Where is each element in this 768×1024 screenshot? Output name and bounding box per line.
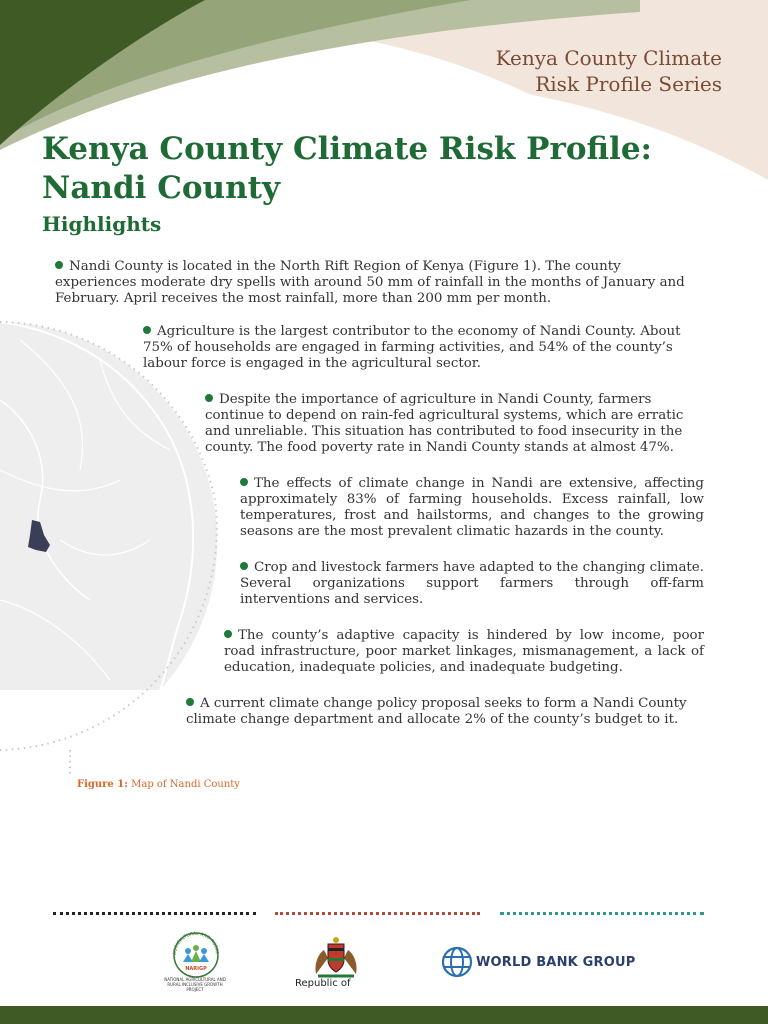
bullet-text: The county’s adaptive capacity is hindered by low income, poor road infrastructure, poor market linkages, mismanagement, a lack of education, inadequate policies, and inadequate budgeting. (224, 628, 704, 675)
title-line-2: Nandi County (42, 170, 280, 206)
figure-caption-text: Map of Nandi County (127, 779, 240, 790)
bullet-text: Nandi County is located in the North Rift Region of Kenya (Figure 1). The county experiences moderate dry spells with around 50 mm of rainfall in the months of January and February. April receives the most rainfall, more than 200 mm per month. (55, 259, 685, 306)
series-line-2: Risk Profile Series (535, 72, 722, 96)
highlight-bullet-7 (186, 696, 706, 728)
title-line-1: Kenya County Climate Risk Profile: (42, 131, 652, 167)
bullet-dot-icon (205, 394, 213, 402)
bullet-text: The effects of climate change in Nandi are extensive, affecting approximately 83% of farming households. Excess rainfall, low temperatures, frost and hailstorms, and changes to the growing seasons are the most prevalent climatic hazards in the county. (240, 476, 704, 539)
bullet-dot-icon (224, 630, 232, 638)
svg-text:AGRICULTURAL AND RURAL INCLUSI (163, 928, 220, 955)
world-bank-group-text: WORLD BANK GROUP (476, 955, 636, 970)
republic-of-text: Republic of (295, 978, 351, 989)
bullet-dot-icon (240, 478, 248, 486)
highlights-heading: Highlights (42, 212, 162, 236)
figure-caption (77, 779, 240, 790)
highlight-bullet-5 (240, 560, 704, 608)
bullet-text: Despite the importance of agriculture in Nandi County, farmers continue to depend on rain-fed agricultural systems, which are erratic and unreliable. This situation has contributed to food insecurity in the county. The food poverty rate in Nandi County stands at almost 47%. (205, 392, 684, 455)
series-line-1: Kenya County Climate (495, 46, 722, 70)
highlight-bullet-6 (224, 628, 704, 676)
figure-caption-label: Figure 1: (77, 779, 128, 790)
highlight-bullet-3 (205, 392, 700, 456)
bullet-text: Agriculture is the largest contributor to the economy of Nandi County. About 75% of households are engaged in farming activities, and 54% of the county’s labour force is engaged in the agricultural sector. (143, 324, 681, 371)
bullet-text: Crop and livestock farmers have adapted to the changing climate. Several organizations support farmers through off-farm interventions and services. (240, 560, 704, 607)
bullet-dot-icon (143, 326, 151, 334)
highlight-bullet-2 (143, 324, 703, 372)
narigp-logo-word: NARIGP (185, 966, 207, 972)
bullet-text: A current climate change policy proposal seeks to form a Nandi County climate change department and allocate 2% of the county’s budget to it. (186, 696, 687, 727)
narigp-logo-icon (163, 928, 229, 978)
world-bank-globe-icon (441, 946, 473, 978)
bullet-dot-icon (186, 698, 194, 706)
footer-divider-teal (500, 912, 704, 915)
footer-divider-black (53, 912, 256, 915)
kenya-coat-of-arms-icon (310, 934, 362, 978)
narigp-ring-text: AGRICULTURAL AND RURAL (172, 931, 220, 956)
narigp-caption: NATIONAL AGRICULTURAL AND RURAL INCLUSIVE GROWTH PROJECT (164, 977, 226, 992)
bullet-dot-icon (55, 261, 63, 269)
highlight-bullet-4 (240, 476, 704, 540)
footer-divider-red (275, 912, 480, 915)
page-title (42, 130, 682, 208)
bullet-dot-icon (240, 562, 248, 570)
bottom-bar (0, 1006, 768, 1024)
highlight-bullet-1 (55, 259, 705, 307)
series-label (496, 45, 722, 97)
